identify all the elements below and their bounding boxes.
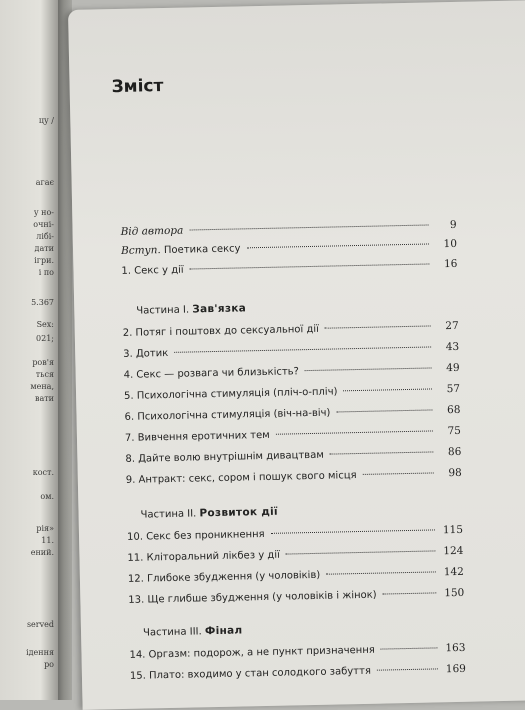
left-page-text: ро	[44, 660, 54, 669]
toc-entry-page: 49	[446, 361, 460, 375]
leader-dots	[190, 263, 430, 269]
toc-entry-page: 98	[448, 466, 462, 480]
part-prefix: Частина III.	[142, 626, 202, 639]
toc-entry	[128, 566, 464, 589]
left-page-text: цу /	[38, 116, 54, 125]
toc-entry-page: 86	[447, 445, 462, 459]
part-prefix: Частина I.	[136, 304, 190, 317]
leader-dots	[377, 668, 438, 670]
toc-entry-page: 124	[443, 544, 464, 558]
toc-entry-page: 68	[446, 403, 461, 417]
leader-dots	[336, 409, 432, 412]
toc-entry	[125, 425, 461, 448]
left-page-text: 021;	[36, 334, 54, 343]
toc-entry-label: 2. Потяг і поштовх до сексуальної дії	[122, 323, 320, 339]
left-page-text: мена,	[30, 382, 54, 391]
left-page-text: served	[26, 620, 54, 629]
toc-entry	[128, 587, 464, 610]
toc-entry	[123, 341, 459, 364]
leader-dots	[286, 550, 436, 554]
left-page-text: у но-	[33, 208, 54, 217]
toc-entry-page: 150	[444, 586, 465, 600]
part-heading	[136, 302, 246, 316]
toc-entry-page: 43	[445, 340, 460, 354]
left-page-text: ідення	[26, 648, 54, 657]
leader-dots	[326, 571, 436, 574]
left-page-text: лібі-	[36, 232, 54, 241]
leader-dots	[305, 367, 432, 371]
toc-entry	[121, 238, 457, 261]
toc-entry	[123, 320, 459, 343]
toc-entry-label: 15. Плато: входимо у стан солодкого забуття	[129, 665, 372, 682]
left-page-text: 11.	[41, 536, 54, 545]
toc-entry-label: 5. Психологічна стимуляція (пліч-о-пліч)	[123, 386, 338, 402]
toc-entry-label: 13. Ще глибше збудження (у чоловіків і жінок)	[128, 589, 377, 606]
toc-entry-label: 6. Психологічна стимуляція (віч-на-віч)	[124, 407, 331, 423]
left-page-text: ться	[35, 370, 54, 379]
leader-dots	[325, 325, 431, 328]
leader-dots	[383, 592, 437, 594]
toc-entry-label: 7. Вивчення еротичних тем	[124, 429, 270, 444]
left-page-text: рія»	[36, 524, 54, 533]
left-page-text: очні-	[33, 220, 54, 229]
toc-entry	[127, 524, 463, 547]
left-page-text: ом.	[40, 492, 54, 501]
leader-dots	[276, 430, 433, 434]
toc-entry	[127, 545, 463, 568]
left-page-text: агає	[35, 178, 54, 187]
toc-entry-page: 57	[446, 382, 461, 396]
toc-entry-label-prefix: Вступ.	[120, 244, 161, 257]
leader-dots	[247, 243, 429, 248]
left-page	[0, 0, 58, 700]
toc-entry-label: 14. Оргазм: подорож, а не пункт призначення	[129, 644, 375, 661]
part-title: Розвиток дії	[199, 505, 278, 520]
leader-dots	[363, 472, 434, 474]
toc-entry-page: 75	[447, 424, 462, 438]
leader-dots	[174, 346, 431, 352]
part-heading	[143, 624, 243, 638]
toc-entry-label: 1. Секс у дії	[121, 264, 184, 277]
left-page-text: вати	[34, 394, 54, 403]
toc-entry-page: 142	[443, 565, 464, 579]
page-title: Зміст	[111, 76, 164, 98]
toc-page	[68, 0, 525, 710]
leader-dots	[271, 529, 435, 533]
leader-dots	[381, 647, 438, 649]
toc-entry	[129, 642, 465, 665]
part-title: Фінал	[204, 624, 243, 638]
toc-entry-label: 9. Антракт: секс, сором і пошук свого місця	[125, 470, 357, 486]
leader-dots	[343, 388, 432, 391]
part-title: Зав'язка	[192, 302, 247, 316]
toc-entry	[126, 467, 462, 490]
toc-entry	[130, 663, 466, 686]
toc-entry-label: Поетика сексу	[160, 243, 241, 257]
left-page-text: ров'я	[32, 358, 54, 367]
part-prefix: Частина II.	[140, 508, 197, 521]
left-page-text: ігри.	[34, 256, 54, 265]
toc-entry-page: 169	[445, 662, 467, 676]
toc-entry	[124, 404, 460, 427]
toc-entry-page: 163	[445, 641, 466, 655]
toc-entry-page: 10	[443, 237, 458, 251]
toc-entry	[121, 258, 457, 281]
left-page-text: Sex:	[36, 320, 54, 329]
toc-entry-page: 9	[449, 218, 457, 232]
leader-dots	[189, 224, 428, 230]
toc-entry-label: Від автора	[120, 224, 184, 238]
toc-entry	[124, 383, 460, 406]
toc-entry-label: 3. Дотик	[123, 347, 169, 360]
left-page-text: кост.	[32, 468, 54, 477]
toc-entry-label: 11. Кліторальний лікбез у дії	[127, 549, 280, 564]
toc-entry-page: 16	[443, 257, 458, 271]
toc-entry-label: 8. Дайте волю внутрішнім дивацтвам	[125, 449, 324, 465]
toc-entry-label: 10. Секс без проникнення	[126, 528, 265, 543]
toc-entry	[124, 362, 460, 385]
part-heading	[140, 506, 278, 521]
toc-entry	[125, 446, 461, 469]
left-page-text: 5.367	[31, 298, 54, 307]
leader-dots	[330, 451, 434, 454]
toc-entry-page: 27	[445, 319, 459, 333]
left-page-text: і по	[38, 268, 54, 277]
toc-entry-page: 115	[442, 523, 464, 537]
left-page-text: дати	[34, 244, 54, 253]
toc-entry-label: 12. Глибоке збудження (у чоловіків)	[127, 569, 321, 585]
toc-entry-label: 4. Секс — розвага чи близькість?	[123, 366, 300, 381]
left-page-text: ений.	[30, 548, 54, 557]
